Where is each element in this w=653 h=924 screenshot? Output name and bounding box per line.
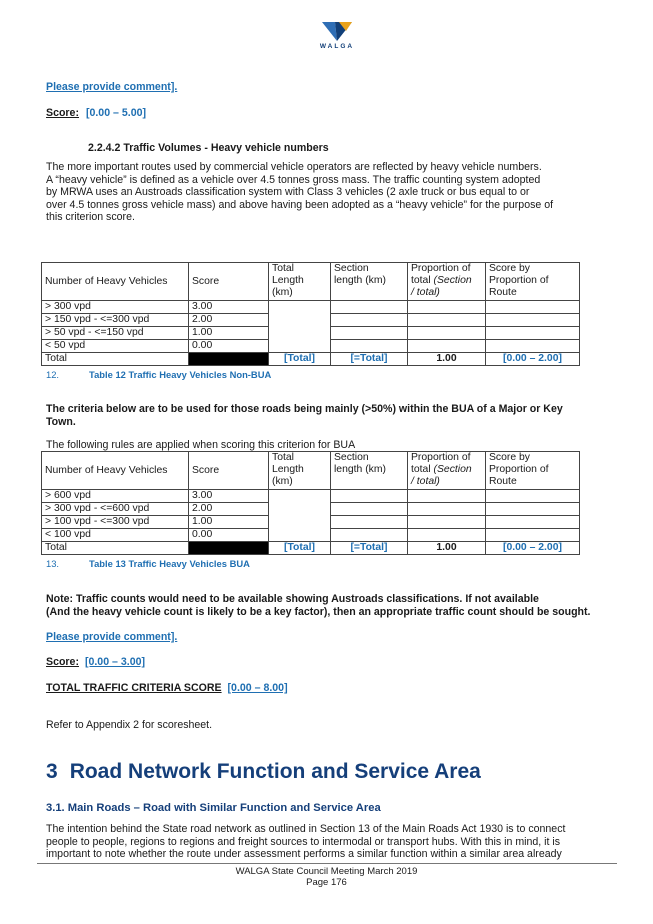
table-header-row — [42, 263, 580, 301]
section-length-cell[interactable] — [331, 503, 408, 516]
header-score: Score — [189, 263, 269, 301]
header-total-length: Total Length (km) — [269, 263, 331, 301]
section-length-cell[interactable] — [331, 314, 408, 327]
row-score: 3.00 — [189, 301, 269, 314]
table-row — [42, 490, 580, 503]
total-label: Total — [42, 542, 189, 555]
row-score: 0.00 — [189, 340, 269, 353]
intro-line: over 4.5 tonnes gross vehicle mass) and above having been adopted as a “heavy vehicle” for the purpose of — [46, 198, 554, 211]
section-heading-3: 3 Road Network Function and Service Area — [46, 760, 481, 783]
total-section-value: [=Total] — [331, 353, 408, 366]
total-traffic-score-line — [46, 682, 288, 694]
total-score-value: [0.00 – 2.00] — [486, 542, 580, 555]
footer-meeting: WALGA State Council Meeting March 2019 — [235, 866, 418, 877]
intro-paragraph — [46, 161, 553, 224]
table-row — [42, 301, 580, 314]
walga-logo — [315, 20, 359, 50]
appendix-reference: Refer to Appendix 2 for scoresheet. — [46, 719, 213, 731]
total-proportion-value: 1.00 — [408, 353, 486, 366]
score-by-proportion-cell[interactable] — [486, 529, 580, 542]
score-by-proportion-cell[interactable] — [486, 327, 580, 340]
bua-criteria-text: The criteria below are to be used for those roads being mainly (>50%) within the BUA of a Major or Key Town. — [46, 403, 563, 428]
page-footer — [0, 866, 653, 888]
row-score: 0.00 — [189, 529, 269, 542]
section-heading-2242: 2.2.4.2 Traffic Volumes - Heavy vehicle numbers — [88, 142, 329, 154]
total-section-value: [=Total] — [331, 542, 408, 555]
proportion-cell[interactable] — [408, 516, 486, 529]
header-proportion: Proportion of total (Section / total) — [408, 452, 486, 490]
logo-text: WALGA — [319, 43, 355, 50]
score-line-top — [46, 107, 146, 119]
bua-rules-text: The following rules are applied when scoring this criterion for BUA — [46, 439, 356, 451]
table-13-caption: 13. Table 13 Traffic Heavy Vehicles BUA — [46, 558, 250, 569]
row-label: > 50 vpd - <=150 vpd — [42, 327, 189, 340]
proportion-cell[interactable] — [408, 340, 486, 353]
header-number: Number of Heavy Vehicles — [42, 452, 189, 490]
intro-line: by MRWA uses an Austroads classification system with Class 3 vehicles (2 axle truck or bus equal to or — [46, 186, 530, 198]
row-label: > 600 vpd — [42, 490, 189, 503]
row-score: 1.00 — [189, 516, 269, 529]
section-length-cell[interactable] — [331, 490, 408, 503]
proportion-cell[interactable] — [408, 490, 486, 503]
table-total-row — [42, 542, 580, 555]
row-score: 2.00 — [189, 503, 269, 516]
score-by-proportion-cell[interactable] — [486, 516, 580, 529]
intro-line: The more important routes used by commercial vehicle operators are reflected by heavy vehicle numbers. — [46, 161, 542, 173]
table-heavy-vehicles-bua — [41, 451, 580, 555]
row-label: > 150 vpd - <=300 vpd — [42, 314, 189, 327]
provide-comment-link[interactable]: Please provide comment]. — [46, 631, 178, 643]
table-header-row — [42, 452, 580, 490]
section-length-cell[interactable] — [331, 327, 408, 340]
total-length-cell[interactable] — [269, 490, 331, 542]
table-12-caption: 12. Table 12 Traffic Heavy Vehicles Non-BUA — [46, 369, 272, 380]
section-length-cell[interactable] — [331, 516, 408, 529]
table-heavy-vehicles-non-bua — [41, 262, 580, 366]
total-length-cell[interactable] — [269, 301, 331, 353]
total-length-value: [Total] — [269, 542, 331, 555]
score-by-proportion-cell[interactable] — [486, 314, 580, 327]
header-proportion: Proportion of total (Section / total) — [408, 263, 486, 301]
proportion-cell[interactable] — [408, 529, 486, 542]
note-text: Note: Traffic counts would need to be available showing Austroads classifications. If not available (And the heavy vehicle count is likely to be a key factor), then an appropriate traffic count should be sought. — [46, 593, 591, 618]
score-line-bottom — [46, 656, 145, 668]
score-by-proportion-cell[interactable] — [486, 490, 580, 503]
score-label: Score: — [46, 107, 79, 119]
header-section-length: Section length (km) — [331, 263, 408, 301]
total-length-value: [Total] — [269, 353, 331, 366]
total-proportion-value: 1.00 — [408, 542, 486, 555]
section-heading-31: 3.1. Main Roads – Road with Similar Function and Service Area — [46, 802, 381, 814]
intro-line: A “heavy vehicle” is defined as a vehicle over 4.5 tonnes gross mass. The traffic counting system adopted — [46, 173, 541, 186]
walga-logo-icon — [322, 20, 352, 42]
total-score-range: [0.00 – 8.00] — [227, 682, 288, 694]
header-score-by-proportion: Score by Proportion of Route — [486, 263, 580, 301]
row-score: 1.00 — [189, 327, 269, 340]
total-score-value: [0.00 – 2.00] — [486, 353, 580, 366]
proportion-cell[interactable] — [408, 327, 486, 340]
section-length-cell[interactable] — [331, 529, 408, 542]
header-score-by-proportion: Score by Proportion of Route — [486, 452, 580, 490]
header-total-length: Total Length (km) — [269, 452, 331, 490]
proportion-cell[interactable] — [408, 314, 486, 327]
row-label: > 300 vpd — [42, 301, 189, 314]
header-number: Number of Heavy Vehicles — [42, 263, 189, 301]
score-by-proportion-cell[interactable] — [486, 340, 580, 353]
blacked-out-cell — [189, 542, 269, 555]
footer-page-number: Page 176 — [306, 877, 347, 888]
table-total-row — [42, 353, 580, 366]
blacked-out-cell — [189, 353, 269, 366]
row-score: 2.00 — [189, 314, 269, 327]
section-length-cell[interactable] — [331, 301, 408, 314]
proportion-cell[interactable] — [408, 301, 486, 314]
header-section-length: Section length (km) — [331, 452, 408, 490]
total-score-label: TOTAL TRAFFIC CRITERIA SCORE — [46, 682, 222, 694]
provide-comment-link[interactable]: Please provide comment]. — [46, 81, 178, 93]
proportion-cell[interactable] — [408, 503, 486, 516]
score-label: Score: — [46, 656, 79, 668]
score-range: [0.00 – 5.00] — [85, 107, 147, 119]
score-range: [0.00 – 3.00] — [84, 656, 146, 668]
footer-divider — [37, 863, 617, 864]
row-label: > 300 vpd - <=600 vpd — [42, 503, 189, 516]
total-label: Total — [42, 353, 189, 366]
score-by-proportion-cell[interactable] — [486, 503, 580, 516]
row-label: > 100 vpd - <=300 vpd — [42, 516, 189, 529]
row-score: 3.00 — [189, 490, 269, 503]
intro-line: this criterion score. — [46, 211, 135, 223]
header-score: Score — [189, 452, 269, 490]
row-label: < 100 vpd — [42, 529, 189, 542]
section-length-cell[interactable] — [331, 340, 408, 353]
score-by-proportion-cell[interactable] — [486, 301, 580, 314]
closing-paragraph: The intention behind the State road network as outlined in Section 13 of the Main Roads Act 1930 is to connect people to people, regions to regions and freight sources to intermodal or transport hubs. With this in mind, it is important to note whether the route under assessment performs a similar function within a similar area already — [46, 823, 566, 860]
row-label: < 50 vpd — [42, 340, 189, 353]
